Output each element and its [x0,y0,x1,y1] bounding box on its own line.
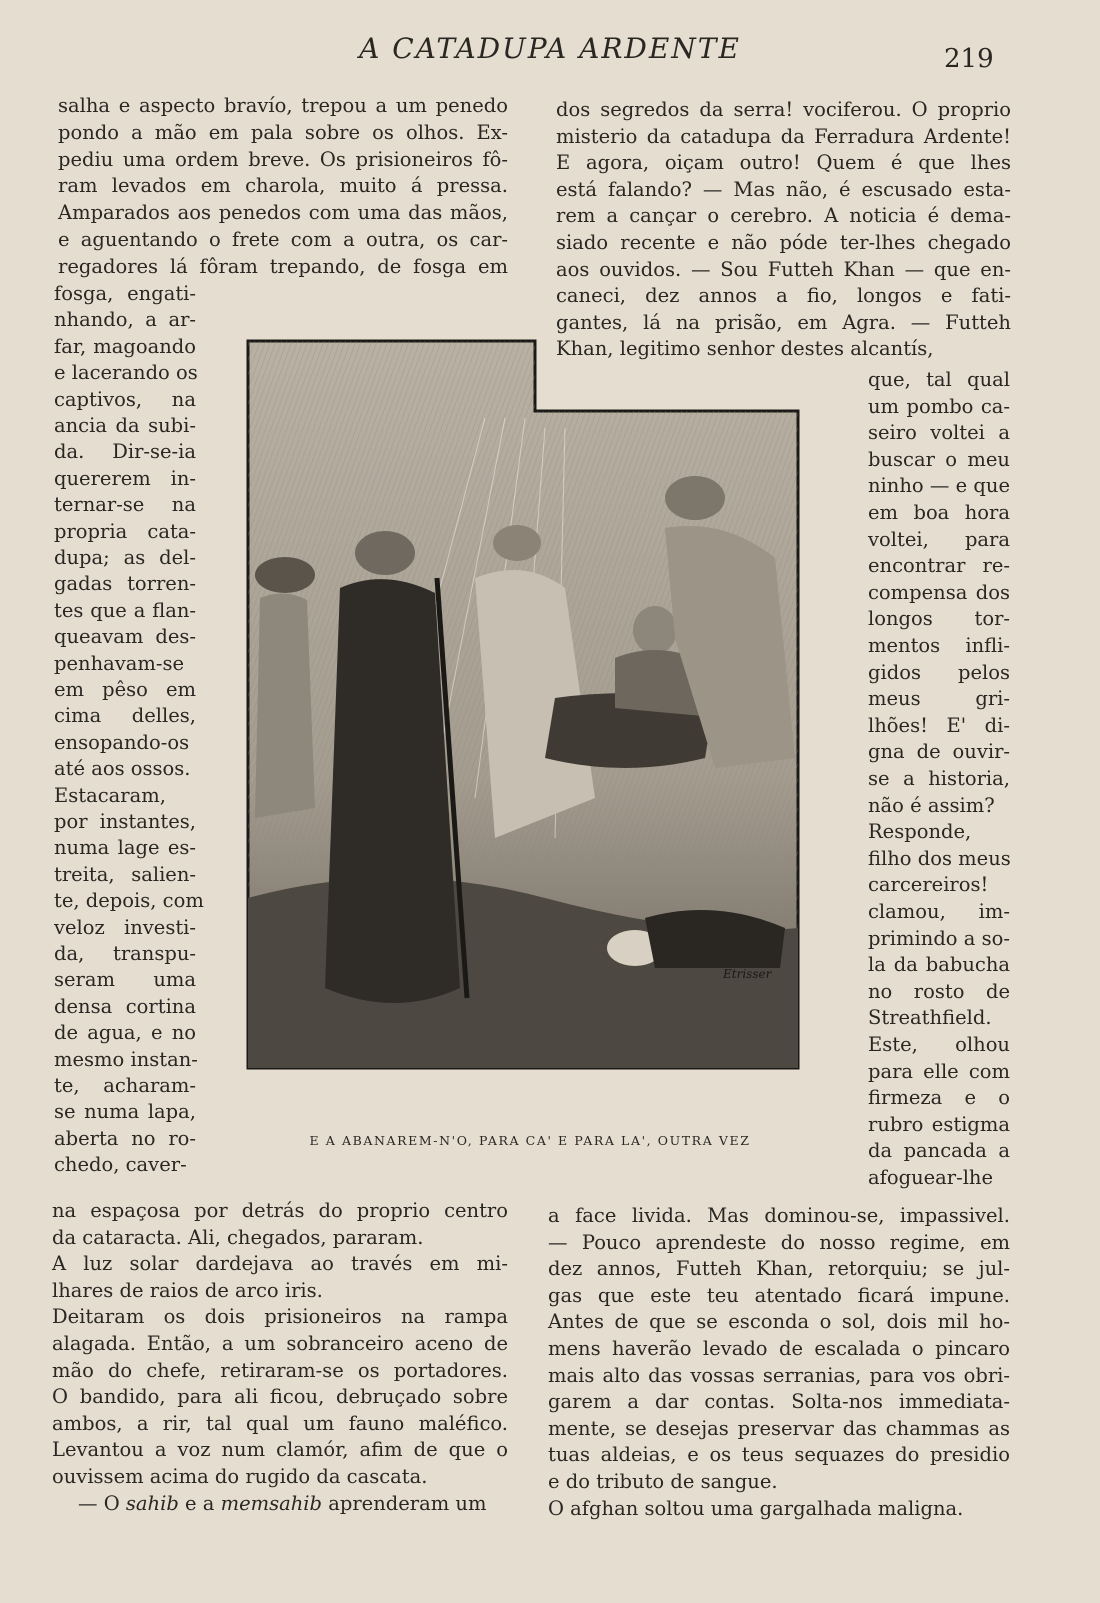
text-line: aberta no ro- [54,1126,196,1150]
text-line: aos ouvidos. — Sou Futteh Khan — que en- [556,257,1011,281]
text-line: salha e aspecto bravío, trepou a um penedo [58,94,508,117]
text-line: não é assim? [868,793,995,817]
text-line: gidos pelos [868,660,1010,684]
text-line: ancia da subi- [54,414,196,437]
text-line: chedo, caver- [54,1153,187,1177]
text-line: compensa dos [868,580,1010,604]
text-line: numa lage es- [54,836,196,860]
running-title: A CATADUPA ARDENTE [359,32,741,65]
text-line: ambos, a rir, tal qual um fauno maléfico. [52,1411,508,1435]
text-line: mais alto das vossas serranias, para vos obri- [548,1363,1010,1387]
text-line: Streathfield. [868,1006,992,1030]
text-line: para elle com [868,1059,1010,1083]
text-line: quererem in- [54,466,196,490]
text-line: ouvissem acima do rugido da cascata. [52,1465,428,1488]
text-line: um pombo ca- [868,394,1010,418]
text-line: regadores lá fôram trepando, de fosga em [58,254,508,278]
text-line: tuas aldeias, e os teus sequazes do presidio [548,1443,1010,1467]
text-line: dos segredos da serra! vociferou. O proprio [556,98,1011,121]
text-line: gantes, lá na prisão, em Agra. — Futteh [556,310,1011,334]
text-line: misterio da catadupa da Ferradura Ardente! [556,124,1011,148]
text-line: — Pouco aprendeste do nosso regime, em [548,1230,1010,1254]
text-line: seram uma [54,968,196,992]
text-line: propria cata- [54,519,196,543]
text-line: a face livida. Mas dominou-se, impassivel. [548,1204,1010,1227]
text-line: far, magoando [54,334,196,358]
text-line: mente, se desejas preservar das chammas as [548,1416,1010,1440]
text-line: la da babucha [868,953,1010,977]
text-line: da cataracta. Ali, chegados, pararam. [52,1225,424,1249]
text-line: Estacaram, [54,783,166,807]
text-line: gna de ouvir- [868,740,1010,764]
text-line: que, tal qual [868,368,1010,391]
text-line: penhavam-se [54,651,185,675]
text-line: garem a dar contas. Solta-nos immediata- [548,1390,1010,1414]
text-line: e lacerando os [54,361,198,385]
text-line: Khan, legitimo senhor destes alcantís, [556,337,934,361]
text-line: caneci, dez annos a fio, longos e fati- [556,284,1011,308]
text-line: pondo a mão em pala sobre os olhos. Ex- [58,120,508,144]
text-line: por instantes, [54,810,196,833]
text-line: em pêso em [54,678,196,701]
text-line: rubro estigma [868,1112,1010,1136]
text-line: da pancada a [868,1139,1010,1163]
illustration-caption: E A ABANAREM-N'O, PARA CA' E PARA LA', OUTRA VEZ [309,1133,751,1148]
text-line: O bandido, para ali ficou, debruçado sobre [52,1385,508,1409]
text-line: Deitaram os dois prisioneiros na rampa [52,1305,508,1329]
text-line: E agora, oiçam outro! Quem é que lhes [556,151,1011,175]
text-line: em boa hora [868,501,1010,524]
text-line: se numa lapa, [54,1100,196,1124]
text-line: da. Dir-se-ia [54,440,196,464]
text-line: dupa; as del- [54,546,196,569]
text-line: até aos ossos. [54,757,191,781]
text-line: ternar-se na [54,493,196,517]
italic-word-memsahib: memsahib [220,1492,323,1515]
text-line: filho dos meus [868,846,1011,870]
engraving-illustration [245,338,817,1090]
text-line: gadas torren- [54,572,196,596]
text-line: nhando, a ar- [54,308,196,332]
text-line: pediu uma ordem breve. Os prisioneiros fô- [58,147,508,171]
text-line: veloz investi- [54,915,196,939]
text-line: e do tributo de sangue. [548,1470,778,1493]
text-line: está falando? — Mas não, é escusado esta- [556,177,1011,201]
text-line: ram levados em charola, muito á pressa. [58,174,508,198]
text-line: fosga, engati- [54,282,196,305]
text-line: mens haverão levado de escalada o pincaro [548,1337,1010,1360]
text-line: meus gri- [868,687,1010,711]
line-ending: aprenderam um [328,1492,487,1515]
text-line: ninho — e que [868,474,1010,498]
text-line: primindo a so- [868,926,1010,950]
text-line: Levantou a voz num clamór, afim de que o [52,1438,508,1462]
text-line: encontrar re- [868,554,1010,578]
conjunction: e a [185,1492,215,1515]
text-line: Responde, [868,820,972,844]
text-line: carcereiros! [868,873,989,897]
text-line: siado recente e não póde ter-lhes chegado [556,231,1011,254]
text-line: seiro voltei a [868,421,1010,445]
text-line: A luz solar dardejava ao través em mi- [52,1252,508,1276]
italic-word-sahib: sahib [125,1492,179,1515]
page-number: 219 [944,44,994,74]
text-line: longos tor- [868,607,1010,631]
text-line: lhões! E' di- [868,713,1010,737]
text-line: afoguear-lhe [868,1166,994,1189]
text-line: buscar o meu [868,447,1010,471]
text-line: tes que a flan- [54,598,196,622]
text-line: rem a cançar o cerebro. A noticia é dema- [556,204,1011,228]
text-line: queavam des- [54,625,196,649]
text-line: mesmo instan- [54,1047,198,1071]
text-line: Este, olhou [868,1033,1010,1056]
text-line: mão do chefe, retiraram-se os portadores. [52,1358,508,1382]
text-line: treita, salien- [54,862,196,886]
text-line: clamou, im- [868,900,1010,923]
text-line: cima delles, [54,704,196,728]
text-line: te, acharam- [54,1074,196,1097]
text-line: voltei, para [868,527,1010,551]
dash-prefix: — O [78,1492,120,1515]
text-line: no rosto de [868,979,1010,1003]
text-line: lhares de raios de arco iris. [52,1278,323,1302]
text-line: captivos, na [54,387,196,411]
text-line: de agua, e no [54,1021,196,1045]
text-line: Amparados aos penedos com uma das mãos, [58,201,508,225]
text-line: O afghan soltou uma gargalhada maligna. [548,1496,964,1520]
text-line: alagada. Então, a um sobranceiro aceno de [52,1332,508,1355]
text-line: Antes de que se esconda o sol, dois mil ho- [548,1310,1010,1334]
text-line-with-italics [78,1490,508,1517]
text-line: gas que este teu atentado ficará impune. [548,1283,1010,1307]
text-line: te, depois, com [54,889,204,913]
artist-signature: Etrisser [723,967,772,981]
text-line: e aguentando o frete com a outra, os car- [58,228,508,251]
text-line: dez annos, Futteh Khan, retorquiu; se jul- [548,1257,1010,1281]
text-line: firmeza e o [868,1086,1010,1110]
text-line: da, transpu- [54,942,196,965]
text-line: ensopando-os [54,730,190,754]
text-line: se a historia, [868,767,1010,790]
text-line: na espaçosa por detrás do proprio centro [52,1199,508,1222]
text-line: densa cortina [54,994,196,1018]
text-line: mentos infli- [868,634,1010,657]
